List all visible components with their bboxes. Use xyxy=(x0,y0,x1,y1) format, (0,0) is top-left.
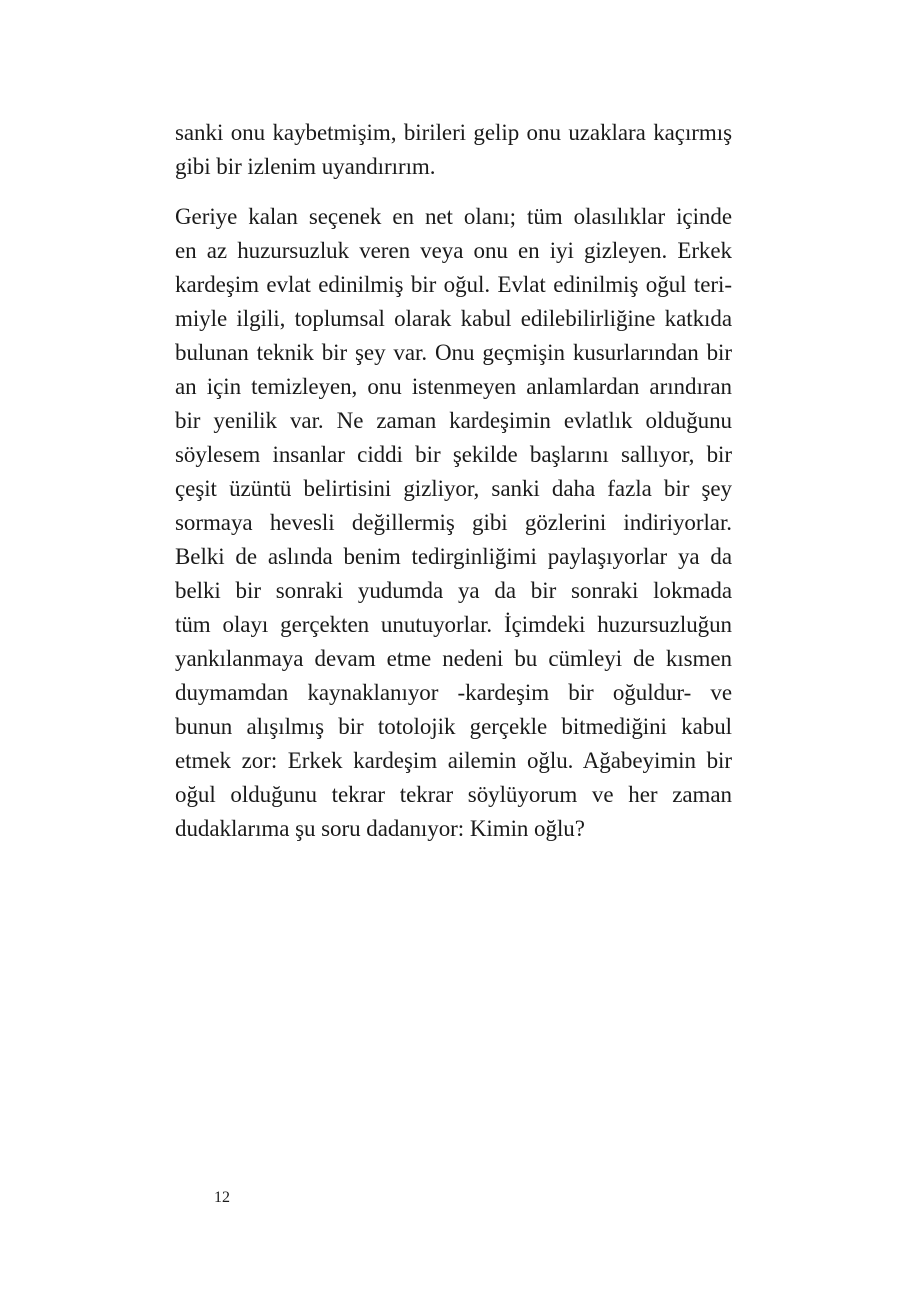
text-line: dudaklarıma şu soru dadanıyor: Kimin oğlu? xyxy=(175,816,585,841)
text-line: çeşit üzüntü belirtisini gizliyor, sanki daha fazla bir şey xyxy=(175,476,732,501)
text-line: bir yenilik var. Ne zaman kardeşimin evlatlık olduğunu xyxy=(175,408,732,433)
text-line: an için temizleyen, onu istenmeyen anlamlardan arındıran xyxy=(175,374,732,399)
text-line: sanki onu kaybetmişim, birileri gelip onu uzaklara kaçırmış xyxy=(175,120,732,145)
text-line: en az huzursuzluk veren veya onu en iyi gizleyen. Erkek xyxy=(175,238,732,263)
text-line: bulunan teknik bir şey var. Onu geçmişin kusurlarından bir xyxy=(175,340,732,365)
page-number: 12 xyxy=(214,1189,230,1206)
text-line: söylesem insanlar ciddi bir şekilde başlarını sallıyor, bir xyxy=(175,442,732,467)
text-line: tüm olayı gerçekten unutuyorlar. İçimdeki huzursuzluğun xyxy=(175,612,732,637)
text-line: bunun alışılmış bir totolojik gerçekle bitmediğini kabul xyxy=(175,714,732,739)
text-line: Belki de aslında benim tedirginliğimi paylaşıyorlar ya da xyxy=(175,544,732,569)
text-line: yankılanmaya devam etme nedeni bu cümleyi de kısmen xyxy=(175,646,732,671)
text-line: gibi bir izlenim uyandırırım. xyxy=(175,154,436,179)
text-line: oğul olduğunu tekrar tekrar söylüyorum ve her zaman xyxy=(175,782,732,807)
text-line: miyle ilgili, toplumsal olarak kabul edilebilirliğine katkıda xyxy=(175,306,732,331)
text-line: belki bir sonraki yudumda ya da bir sonraki lokmada xyxy=(175,578,732,603)
text-line: duymamdan kaynaklanıyor -kardeşim bir oğuldur- ve xyxy=(175,680,732,705)
paragraph xyxy=(175,200,732,846)
text-line: etmek zor: Erkek kardeşim ailemin oğlu. Ağabeyimin bir xyxy=(175,748,732,773)
text-line: sormaya hevesli değillermiş gibi gözlerini indiriyorlar. xyxy=(175,510,732,535)
body-text xyxy=(175,116,732,846)
text-line: kardeşim evlat edinilmiş bir oğul. Evlat edinilmiş oğul teri- xyxy=(175,272,732,297)
text-line: Geriye kalan seçenek en net olanı; tüm olasılıklar içinde xyxy=(175,204,732,229)
paragraph xyxy=(175,116,732,184)
